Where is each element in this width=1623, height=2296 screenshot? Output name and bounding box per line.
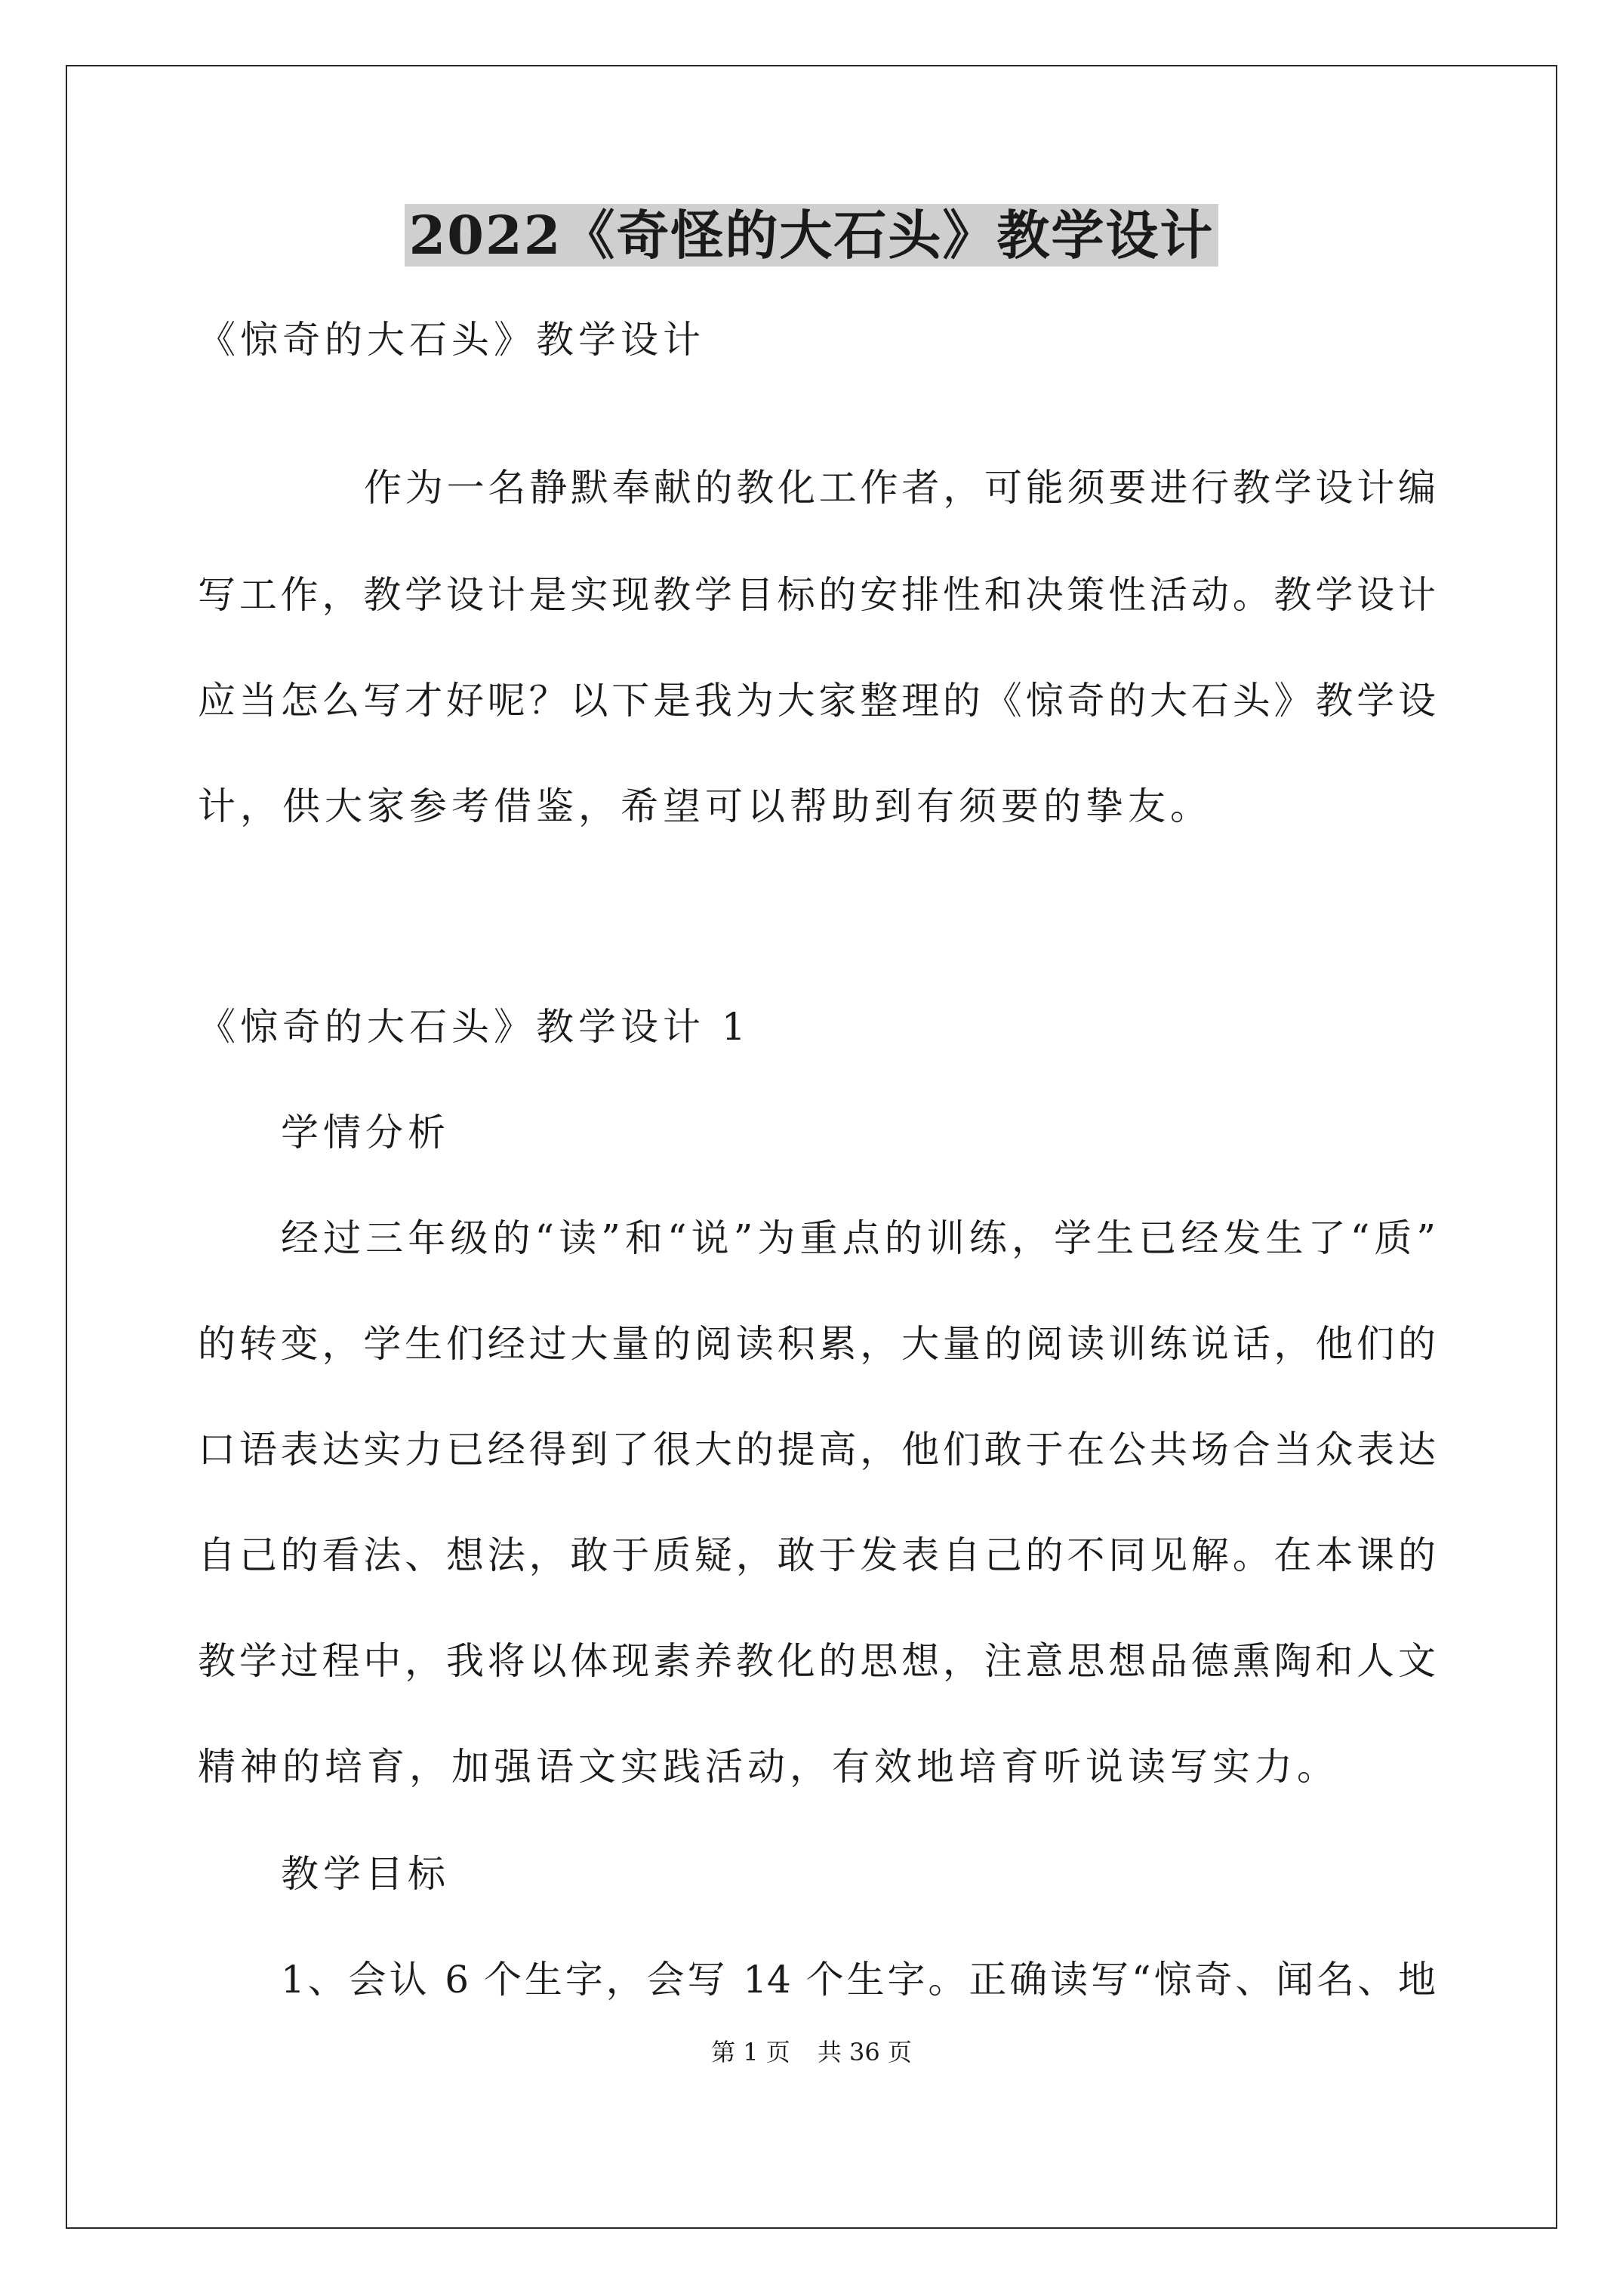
footer-page-total: 共 36 页 (817, 2038, 912, 2066)
document-title (0, 198, 1623, 273)
intro-heading: 《惊奇的大石头》教学设计 (198, 318, 705, 362)
footer-page-number: 第 1 页 (711, 2038, 790, 2066)
intro-paragraph-line-3: 应当怎么写才好呢？以下是我为大家整理的《惊奇的大石头》教学设 (198, 679, 1436, 723)
goals-heading: 教学目标 (281, 1852, 450, 1896)
analysis-heading: 学情分析 (281, 1111, 450, 1154)
goal-item-1: 1、会认 6 个生字，会写 14 个生字。正确读写“惊奇、闻名、地 (281, 1958, 1436, 2002)
analysis-paragraph-line-1: 经过三年级的“读”和“说”为重点的训练，学生已经发生了“质” (281, 1216, 1436, 1260)
analysis-paragraph-line-2: 的转变，学生们经过大量的阅读积累，大量的阅读训练说话，他们的 (198, 1322, 1436, 1366)
analysis-paragraph-line-5: 教学过程中，我将以体现素养教化的思想，注意思想品德熏陶和人文 (198, 1639, 1436, 1683)
section-heading: 《惊奇的大石头》教学设计 1 (198, 1005, 750, 1049)
document-title-text: 2022《奇怪的大石头》教学设计 (405, 204, 1219, 267)
page-footer (0, 2037, 1623, 2067)
analysis-paragraph-line-6: 精神的培育，加强语文实践活动，有效地培育听说读写实力。 (198, 1745, 1339, 1789)
analysis-paragraph-line-4: 自己的看法、想法，敢于质疑，敢于发表自己的不同见解。在本课的 (198, 1533, 1436, 1577)
intro-paragraph-line-2: 写工作，教学设计是实现教学目标的安排性和决策性活动。教学设计 (198, 573, 1436, 617)
intro-paragraph-line-1: 作为一名静默奉献的教化工作者，可能须要进行教学设计编 (364, 466, 1436, 510)
analysis-paragraph-line-3: 口语表达实力已经得到了很大的提高，他们敢于在公共场合当众表达 (198, 1428, 1436, 1472)
intro-paragraph-line-4: 计，供大家参考借鉴，希望可以帮助到有须要的挚友。 (198, 784, 1212, 828)
